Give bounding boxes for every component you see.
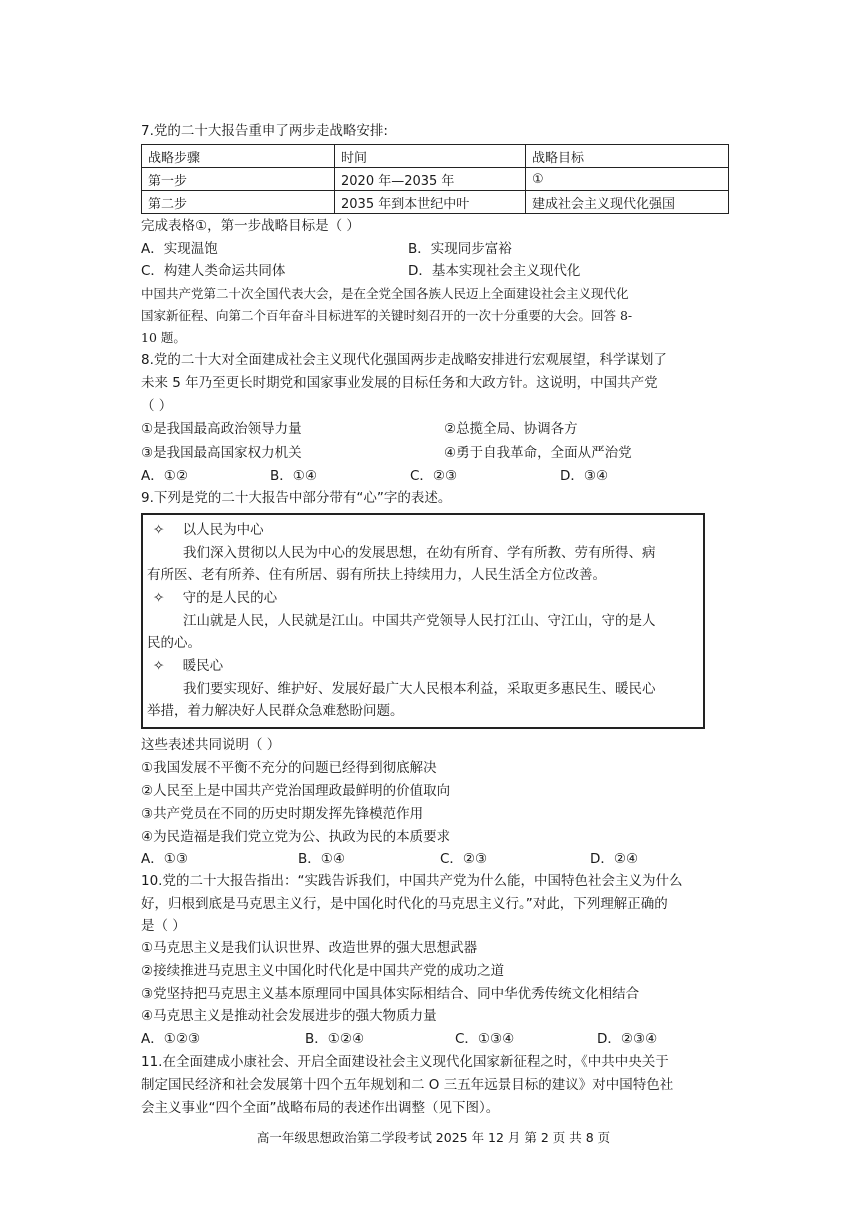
intro-line: 国家新征程、向第二个百年奋斗目标进军的关键时刻召开的一次十分重要的大会。回答 8- (141, 308, 633, 323)
q8-stem: 未来 5 年乃至更长时期党和国家事业发展的目标任务和大政方针。这说明，中国共产党 (141, 375, 658, 391)
q7-option-a: A．实现温饱 (141, 241, 218, 257)
q10-statement-3: ③党坚持把马克思主义基本原理同中国具体实际相结合、同中华优秀传统文化相结合 (141, 986, 640, 1002)
table-cell: 2035 年到本世纪中叶 (335, 191, 526, 214)
q9-prompt: 这些表述共同说明（ ） (141, 737, 281, 753)
q9-option-a: A．①③ (141, 851, 188, 867)
q9-statement-2: ②人民至上是中国共产党治国理政最鲜明的价值取向 (141, 783, 451, 799)
q10-stem: 10.党的二十大报告指出：“实践告诉我们，中国共产党为什么能，中国特色社会主义为什么 (141, 873, 683, 889)
table-row (142, 191, 729, 214)
q9-statement-4: ④为民造福是我们党立党为公、执政为民的本质要求 (141, 829, 451, 845)
q8-statement-4: ④勇于自我革命，全面从严治党 (444, 445, 632, 461)
box-text: 举措，着力解决好人民群众急难愁盼问题。 (147, 703, 404, 719)
intro-line: 10 题。 (141, 330, 186, 345)
q7-option-c: C．构建人类命运共同体 (141, 263, 286, 279)
box-text: 有所医、老有所养、住有所居、弱有所扶上持续用力，人民生活全方位改善。 (147, 567, 606, 583)
table-cell: ① (526, 168, 729, 191)
q7-option-d: D．基本实现社会主义现代化 (408, 263, 581, 279)
diamond-bullet-icon: ✧ (153, 658, 165, 674)
q9-statement-1: ①我国发展不平衡不充分的问题已经得到彻底解决 (141, 760, 437, 776)
q10-statement-4: ④马克思主义是推动社会发展进步的强大物质力量 (141, 1008, 437, 1024)
q11-stem: 制定国民经济和社会发展第十四个五年规划和二 O 三五年远景目标的建议》对中国特色社 (141, 1077, 674, 1093)
quote-box (141, 513, 705, 729)
q10-option-a: A．①②③ (141, 1031, 201, 1047)
q10-option-d: D．②③④ (597, 1031, 658, 1047)
table-row (142, 168, 729, 191)
box-heading: ✧ 守的是人民的心 (153, 590, 278, 606)
box-text: 我们要实现好、维护好、发展好最广大人民根本利益，采取更多惠民生、暖民心 (183, 681, 656, 697)
box-heading: ✧ 以人民为中心 (153, 522, 264, 538)
q10-blank: 是（ ） (141, 918, 186, 934)
q10-option-c: C．①③④ (455, 1031, 515, 1047)
q7-option-b: B．实现同步富裕 (408, 241, 512, 257)
box-text: 我们深入贯彻以人民为中心的发展思想，在幼有所育、学有所教、劳有所得、病 (183, 545, 656, 561)
table-cell: 第一步 (142, 168, 335, 191)
q8-stem: 8.党的二十大对全面建成社会主义现代化强国两步走战略安排进行宏观展望，科学谋划了 (141, 352, 667, 368)
q10-statement-1: ①马克思主义是我们认识世界、改造世界的强大思想武器 (141, 940, 478, 956)
q9-option-b: B．①④ (298, 851, 345, 867)
q10-stem: 好，归根到底是马克思主义行，是中国化时代化的马克思主义行。”对此，下列理解正确的 (141, 896, 668, 912)
q8-blank: （ ） (141, 398, 173, 414)
q10-option-b: B．①②④ (305, 1031, 365, 1047)
table-header-cell: 战略步骤 (142, 145, 335, 168)
table-header-cell: 战略目标 (526, 145, 729, 168)
q9-option-d: D．②④ (590, 851, 639, 867)
table-header-cell: 时间 (335, 145, 526, 168)
q7-stem: 7.党的二十大报告重申了两步走战略安排: (141, 123, 388, 139)
table-cell: 第二步 (142, 191, 335, 214)
diamond-bullet-icon: ✧ (153, 522, 165, 538)
table-cell: 建成社会主义现代化强国 (526, 191, 729, 214)
q7-prompt: 完成表格①，第一步战略目标是（ ） (141, 218, 360, 234)
q10-statement-2: ②接续推进马克思主义中国化时代化是中国共产党的成功之道 (141, 963, 505, 979)
q8-option-b: B．①④ (270, 468, 317, 484)
table-header-row (142, 145, 729, 168)
page-footer: 高一年级思想政治第二学段考试 2025 年 12 月 第 2 页 共 8 页 (256, 1130, 611, 1145)
table-cell: 2020 年—2035 年 (335, 168, 526, 191)
q11-stem: 会主义事业“四个全面”战略布局的表述作出调整（见下图）。 (141, 1100, 500, 1116)
box-text: 江山就是人民，人民就是江山。中国共产党领导人民打江山、守江山，守的是人 (183, 613, 656, 629)
box-text: 民的心。 (147, 635, 201, 651)
intro-line: 中国共产党第二十次全国代表大会，是在全党全国各族人民迈上全面建设社会主义现代化 (141, 286, 629, 301)
strategy-table (141, 144, 729, 214)
q9-stem: 9.下列是党的二十大报告中部分带有“心”字的表述。 (141, 490, 452, 506)
q9-option-c: C．②③ (440, 851, 488, 867)
q8-statement-1: ①是我国最高政治领导力量 (141, 421, 302, 437)
q8-option-c: C．②③ (410, 468, 458, 484)
q8-option-a: A．①② (141, 468, 188, 484)
box-heading: ✧ 暖民心 (153, 658, 224, 674)
diamond-bullet-icon: ✧ (153, 590, 165, 606)
q11-stem: 11.在全面建成小康社会、开启全面建设社会主义现代化国家新征程之时，《中共中央关于 (141, 1054, 669, 1070)
q8-option-d: D．③④ (560, 468, 609, 484)
q8-statement-2: ②总揽全局、协调各方 (444, 421, 578, 437)
q8-statement-3: ③是我国最高国家权力机关 (141, 445, 302, 461)
q9-statement-3: ③共产党员在不同的历史时期发挥先锋模范作用 (141, 806, 424, 822)
